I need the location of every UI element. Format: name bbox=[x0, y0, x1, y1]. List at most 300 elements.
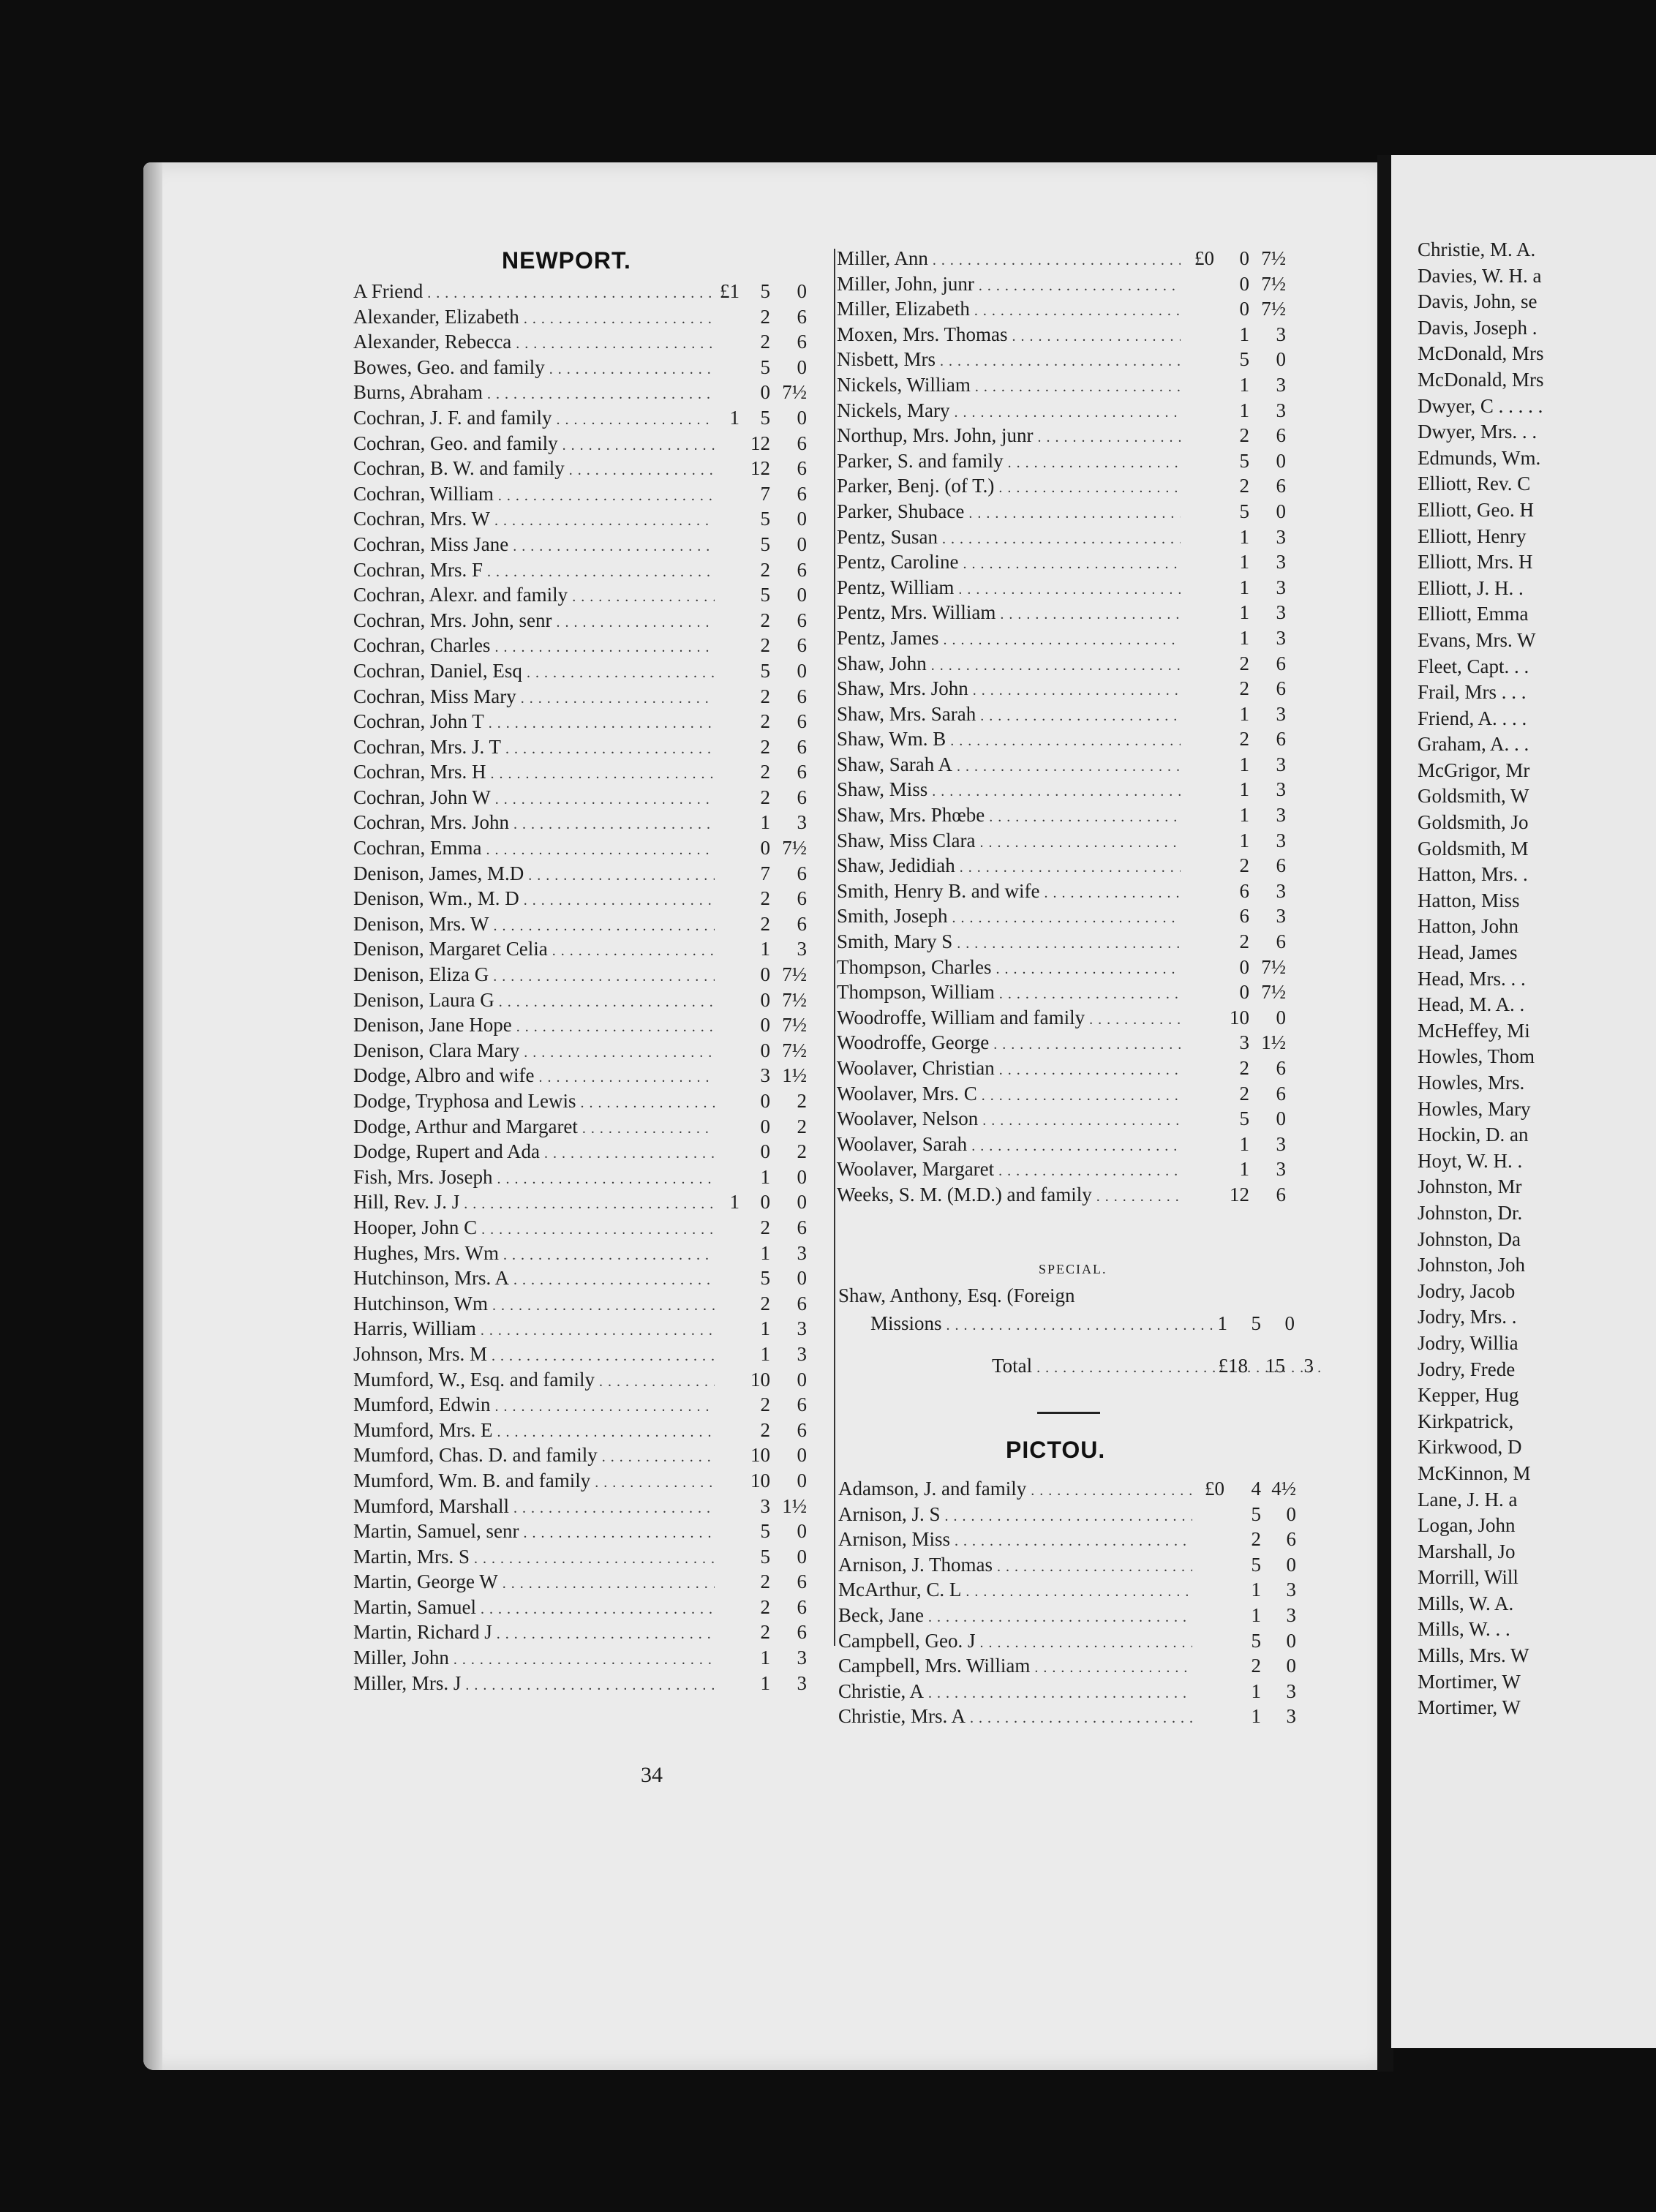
entry-pence: 6 bbox=[1276, 1057, 1286, 1079]
entry-pence: 6 bbox=[797, 912, 807, 935]
entry-shillings: 2 bbox=[760, 710, 770, 733]
entry-name: Shaw, Jedidiah . . . bbox=[829, 853, 1181, 881]
entry-name: Denison, Clara Mary . . . bbox=[353, 1038, 715, 1066]
entry-pence: 6 bbox=[797, 685, 807, 707]
entry-shillings: 2 bbox=[1239, 652, 1249, 674]
list-item: Elliott, Geo. H bbox=[1418, 498, 1534, 521]
list-item: Frail, Mrs . . . bbox=[1418, 681, 1527, 704]
entry-name: Shaw, John . . . bbox=[829, 651, 1181, 679]
entry-name: Shaw, Miss . . . bbox=[829, 777, 1181, 805]
entry-name: Miller, John . . . bbox=[353, 1645, 715, 1673]
entry-name: Woodroffe, George . . . bbox=[829, 1030, 1181, 1058]
list-item: Elliott, Henry bbox=[1418, 524, 1527, 547]
entry-name: Arnison, J. S . . . bbox=[838, 1502, 1192, 1530]
list-item: Kirkwood, D bbox=[1418, 1436, 1522, 1459]
entry-shillings: 0 bbox=[760, 988, 770, 1011]
list-item: Davies, W. H. a bbox=[1418, 264, 1542, 287]
list-item: Graham, A. . . bbox=[1418, 733, 1529, 756]
entry-shillings: 4 bbox=[1251, 1478, 1261, 1500]
entry-pence: 6 bbox=[1276, 475, 1286, 497]
entry-name: Cochran, Miss Jane . . . bbox=[353, 532, 715, 560]
list-item: Jodry, Jacob bbox=[1418, 1279, 1516, 1302]
entry-shillings: 1 bbox=[1251, 1679, 1261, 1702]
entry-pence: 0 bbox=[1286, 1553, 1296, 1576]
entry-pence: 6 bbox=[1276, 1183, 1286, 1205]
list-item: Elliott, J. H. . bbox=[1418, 576, 1524, 599]
entry-pence: 6 bbox=[797, 1418, 807, 1441]
entry-pence: 3 bbox=[797, 1342, 807, 1365]
entry-pence: 3 bbox=[1276, 525, 1286, 548]
entry-shillings: 2 bbox=[760, 634, 770, 657]
list-item: Davis, Joseph . bbox=[1418, 316, 1538, 339]
entry-name: Hutchinson, Mrs. A . . . bbox=[353, 1265, 715, 1293]
entry-pence: 6 bbox=[797, 634, 807, 657]
entry-pence: 3 bbox=[797, 938, 807, 960]
entry-name: Dodge, Tryphosa and Lewis . . . bbox=[353, 1088, 715, 1116]
list-item: Davis, John, se bbox=[1418, 290, 1538, 313]
entry-name: Cochran, Mrs. John . . . bbox=[353, 810, 715, 838]
entry-shillings: 5 bbox=[760, 1267, 770, 1290]
entry-shillings: 1 bbox=[1239, 1132, 1249, 1155]
right-page-list bbox=[1391, 237, 1543, 1721]
entry-shillings: 2 bbox=[760, 1216, 770, 1238]
special-heading: SPECIAL. bbox=[1039, 1262, 1107, 1276]
entry-shillings: 1 bbox=[1239, 373, 1249, 396]
entry-pence: 7½ bbox=[782, 837, 807, 859]
entry-pence: 6 bbox=[797, 558, 807, 581]
entry-name: Shaw, Mrs. Sarah . . . bbox=[829, 701, 1181, 729]
entry-shillings: 0 bbox=[1239, 981, 1249, 1004]
entry-pence: 6 bbox=[797, 1570, 807, 1593]
entry-pence: 1½ bbox=[1261, 1031, 1286, 1054]
entry-pence: 6 bbox=[797, 1216, 807, 1238]
entry-name: Pentz, William . . . bbox=[829, 575, 1181, 603]
entry-pence: 3 bbox=[1286, 1705, 1296, 1728]
list-item: Kirkpatrick, bbox=[1418, 1410, 1514, 1432]
entry-name: Christie, Mrs. A . . . bbox=[838, 1704, 1192, 1731]
entry-shillings: 1 bbox=[760, 1647, 770, 1669]
entry-name: Cochran, Mrs. John, senr . . . bbox=[353, 608, 715, 636]
entry-shillings: 3 bbox=[760, 1494, 770, 1517]
entry-pence: 4½ bbox=[1271, 1478, 1296, 1500]
entry-pence: 6 bbox=[797, 1292, 807, 1314]
list-item: Marshall, Jo bbox=[1418, 1540, 1516, 1562]
entry-shillings: 2 bbox=[760, 761, 770, 783]
entry-shillings: 5 bbox=[1239, 449, 1249, 472]
entry-name: Parker, Benj. (of T.) . . . bbox=[829, 473, 1181, 501]
entry-pence: 6 bbox=[797, 887, 807, 910]
entry-name: Shaw, Mrs. Phœbe . . . bbox=[829, 802, 1181, 830]
entry-name: Smith, Henry B. and wife . . . bbox=[829, 879, 1181, 906]
entry-shillings: 2 bbox=[760, 1418, 770, 1441]
entry-name: Dodge, Arthur and Margaret . . . bbox=[353, 1114, 715, 1142]
list-item: Hockin, D. an bbox=[1418, 1124, 1529, 1146]
entry-shillings: 0 bbox=[760, 381, 770, 404]
entry-pence: 0 bbox=[1276, 500, 1286, 522]
entry-name: Shaw, Wm. B . . . bbox=[829, 726, 1181, 754]
entry-name: Martin, Samuel . . . bbox=[353, 1595, 715, 1622]
entry-pence: 3 bbox=[1276, 1158, 1286, 1181]
entry-shillings: 1 bbox=[1239, 829, 1249, 851]
entry-pence: 7½ bbox=[782, 1014, 807, 1037]
entry-name: Smith, Mary S . . . bbox=[829, 929, 1181, 957]
entry-pence: 7½ bbox=[1261, 272, 1286, 295]
list-item: Elliott, Emma bbox=[1418, 603, 1529, 625]
entry-name: Campbell, Mrs. William . . . bbox=[838, 1653, 1192, 1681]
entry-name: Cochran, John T . . . bbox=[353, 709, 715, 737]
entry-name: Martin, Richard J . . . bbox=[353, 1620, 715, 1647]
entry-name: Adamson, J. and family . . . bbox=[838, 1476, 1192, 1504]
entry-name: Cochran, B. W. and family . . . bbox=[353, 456, 715, 484]
list-item: Dwyer, Mrs. . . bbox=[1418, 421, 1538, 443]
entry-name: Pentz, Mrs. William . . . bbox=[829, 600, 1181, 628]
entry-shillings: 0 bbox=[760, 963, 770, 986]
entry-shillings: 3 bbox=[1239, 1031, 1249, 1054]
entry-shillings: 1 bbox=[760, 811, 770, 834]
total-shillings: 15 bbox=[1265, 1355, 1285, 1377]
entry-pence: 6 bbox=[797, 735, 807, 758]
entry-name: Hooper, John C . . . bbox=[353, 1215, 715, 1243]
entry-name: Thompson, William . . . bbox=[829, 979, 1181, 1007]
entry-name: Hutchinson, Wm . . . bbox=[353, 1291, 715, 1319]
entry-shillings: 2 bbox=[760, 786, 770, 808]
entry-name: Thompson, Charles . . . bbox=[829, 955, 1181, 982]
entry-name: Miller, Elizabeth . . . bbox=[829, 296, 1181, 324]
entry-shillings: 10 bbox=[750, 1444, 770, 1467]
entry-name: Miller, Mrs. J . . . bbox=[353, 1671, 715, 1698]
entry-pence: 0 bbox=[1276, 1006, 1286, 1028]
entry-shillings: 3 bbox=[760, 1064, 770, 1087]
entry-pence: 3 bbox=[1286, 1679, 1296, 1702]
entry-name: Cochran, Mrs. F . . . bbox=[353, 557, 715, 585]
entry-shillings: 0 bbox=[760, 837, 770, 859]
entry-name: A Friend . . . bbox=[353, 279, 715, 306]
entry-pence: 6 bbox=[797, 1621, 807, 1644]
total-pence: 3 bbox=[1303, 1355, 1314, 1377]
entry-pence: 6 bbox=[797, 609, 807, 631]
right-page bbox=[1391, 155, 1656, 2048]
entry-pence: 6 bbox=[1276, 677, 1286, 700]
entry-pence: 3 bbox=[797, 1317, 807, 1340]
entry-name: Woolaver, Margaret . . . bbox=[829, 1156, 1181, 1184]
list-item: Jodry, Willia bbox=[1418, 1331, 1518, 1354]
entry-pence: 3 bbox=[1276, 399, 1286, 421]
entry-shillings: 2 bbox=[1239, 1057, 1249, 1079]
entry-pounds: £0 bbox=[1205, 1478, 1224, 1500]
entry-name: Mumford, Chas. D. and family . . . bbox=[353, 1442, 715, 1470]
total-pounds: £18 bbox=[1218, 1355, 1248, 1377]
entry-name: Martin, Samuel, senr . . . bbox=[353, 1519, 715, 1546]
entry-name: Pentz, Caroline . . . bbox=[829, 549, 1181, 577]
entry-shillings: 2 bbox=[760, 735, 770, 758]
entry-pence: 6 bbox=[797, 331, 807, 353]
entry-shillings: 1 bbox=[1239, 525, 1249, 548]
entry-shillings: 2 bbox=[760, 887, 770, 910]
entry-shillings: 5 bbox=[1239, 500, 1249, 522]
entry-shillings: 0 bbox=[760, 1115, 770, 1137]
entry-pence: 7½ bbox=[1261, 955, 1286, 978]
entry-shillings: 2 bbox=[760, 685, 770, 707]
entry-shillings: 1 bbox=[1239, 626, 1249, 649]
special-entry-name: Missions . . . bbox=[838, 1311, 1217, 1339]
entry-shillings: 2 bbox=[1239, 930, 1249, 953]
entry-shillings: 2 bbox=[760, 1393, 770, 1416]
entry-shillings: 0 bbox=[760, 1090, 770, 1112]
entry-name: Weeks, S. M. (M.D.) and family . . . bbox=[829, 1182, 1181, 1210]
entry-pence: 6 bbox=[797, 305, 807, 328]
entry-shillings: 2 bbox=[760, 1292, 770, 1314]
entry-shillings: 5 bbox=[760, 533, 770, 555]
entry-pence: 0 bbox=[797, 1520, 807, 1543]
entry-pence: 1½ bbox=[782, 1064, 807, 1087]
entry-shillings: 0 bbox=[760, 1191, 770, 1214]
entry-pence: 7½ bbox=[782, 381, 807, 404]
entry-name: Dodge, Rupert and Ada . . . bbox=[353, 1139, 715, 1167]
entry-name: Miller, John, junr . . . bbox=[829, 271, 1181, 299]
entry-name: Denison, James, M.D . . . bbox=[353, 861, 715, 889]
entry-shillings: 12 bbox=[1230, 1183, 1249, 1205]
entry-shillings: 0 bbox=[1239, 955, 1249, 978]
entry-name: Denison, Eliza G . . . bbox=[353, 962, 715, 990]
entry-name: Nisbett, Mrs . . . bbox=[829, 347, 1181, 375]
entry-shillings: 7 bbox=[760, 862, 770, 884]
entry-pence: 6 bbox=[1276, 652, 1286, 674]
entry-pence: 0 bbox=[1286, 1502, 1296, 1525]
newport-heading: NEWPORT. bbox=[502, 247, 631, 274]
section-rule bbox=[1037, 1412, 1100, 1414]
entry-name: Hughes, Mrs. Wm . . . bbox=[353, 1241, 715, 1268]
entry-shillings: 1 bbox=[1239, 576, 1249, 598]
entry-pounds: 1 bbox=[729, 406, 739, 429]
entry-name: Denison, Laura G . . . bbox=[353, 988, 715, 1015]
special-entry-line1: Shaw, Anthony, Esq. (Foreign bbox=[838, 1284, 1075, 1306]
entry-shillings: 5 bbox=[760, 508, 770, 530]
entry-pence: 0 bbox=[797, 508, 807, 530]
entry-shillings: 0 bbox=[760, 1039, 770, 1061]
entry-pence: 3 bbox=[797, 811, 807, 834]
list-item: Morrill, Will bbox=[1418, 1566, 1518, 1589]
list-item: Mortimer, W bbox=[1418, 1670, 1521, 1693]
entry-name: Denison, Mrs. W . . . bbox=[353, 911, 715, 939]
entry-shillings: 2 bbox=[760, 331, 770, 353]
entry-name: Martin, George W . . . bbox=[353, 1569, 715, 1597]
entry-pence: 6 bbox=[797, 710, 807, 733]
entry-pence: 6 bbox=[797, 862, 807, 884]
entry-shillings: 1 bbox=[1251, 1579, 1261, 1601]
entry-shillings: 12 bbox=[750, 432, 770, 454]
entry-pence: 0 bbox=[797, 356, 807, 378]
entry-name: Pentz, James . . . bbox=[829, 625, 1181, 653]
list-item: Mortimer, W bbox=[1418, 1696, 1521, 1719]
list-item: Evans, Mrs. W bbox=[1418, 628, 1536, 651]
list-item: Johnston, Da bbox=[1418, 1227, 1521, 1250]
entry-name: Bowes, Geo. and family . . . bbox=[353, 355, 715, 383]
list-item: McDonald, Mrs bbox=[1418, 368, 1544, 391]
list-item: Goldsmith, W bbox=[1418, 785, 1529, 808]
list-item: Hatton, Miss bbox=[1418, 889, 1520, 911]
list-item: Howles, Mrs. bbox=[1418, 1072, 1525, 1094]
entry-name: Woolaver, Mrs. C . . . bbox=[829, 1081, 1181, 1109]
list-item: McKinnon, M bbox=[1418, 1462, 1531, 1484]
entry-name: Mumford, Mrs. E . . . bbox=[353, 1418, 715, 1445]
entry-shillings: 1 bbox=[1239, 601, 1249, 624]
list-item: Kepper, Hug bbox=[1418, 1384, 1519, 1407]
entry-pence: 3 bbox=[1276, 626, 1286, 649]
entry-name: Woolaver, Sarah . . . bbox=[829, 1132, 1181, 1159]
list-item: Hatton, John bbox=[1418, 915, 1518, 938]
list-item: Elliott, Mrs. H bbox=[1418, 551, 1533, 573]
entry-pence: 0 bbox=[1276, 1107, 1286, 1130]
entry-shillings: 2 bbox=[1239, 1082, 1249, 1105]
list-item: McDonald, Mrs bbox=[1418, 342, 1544, 365]
list-item: McHeffey, Mi bbox=[1418, 1019, 1530, 1042]
entry-pence: 3 bbox=[797, 1241, 807, 1264]
entry-pence: 0 bbox=[1276, 449, 1286, 472]
entry-pence: 3 bbox=[797, 1671, 807, 1694]
pictou-heading: PICTOU. bbox=[1006, 1437, 1106, 1463]
entry-pence: 6 bbox=[1276, 424, 1286, 447]
entry-shillings: 1 bbox=[1239, 399, 1249, 421]
entry-name: Denison, Jane Hope . . . bbox=[353, 1012, 715, 1040]
entry-shillings: 2 bbox=[1239, 475, 1249, 497]
entry-pence: 6 bbox=[797, 482, 807, 505]
entry-name: Hill, Rev. J. J . . . bbox=[353, 1189, 715, 1217]
list-item: Howles, Thom bbox=[1418, 1045, 1535, 1068]
entry-shillings: 5 bbox=[1239, 348, 1249, 371]
entry-shillings: 5 bbox=[760, 280, 770, 302]
entry-pounds: £0 bbox=[1194, 247, 1214, 269]
entry-pence: 3 bbox=[1286, 1579, 1296, 1601]
entry-pence: 7½ bbox=[782, 1039, 807, 1061]
entry-name: Cochran, Mrs. H . . . bbox=[353, 759, 715, 787]
entry-shillings: 10 bbox=[750, 1469, 770, 1491]
entry-shillings: 2 bbox=[760, 1621, 770, 1644]
list-item: Johnston, Joh bbox=[1418, 1254, 1526, 1276]
entry-shillings: 2 bbox=[1239, 424, 1249, 447]
entry-shillings: 5 bbox=[1251, 1553, 1261, 1576]
entry-name: Dodge, Albro and wife . . . bbox=[353, 1063, 715, 1091]
entry-pence: 7½ bbox=[1261, 247, 1286, 269]
entry-name: Cochran, Geo. and family . . . bbox=[353, 431, 715, 459]
entry-shillings: 1 bbox=[760, 1671, 770, 1694]
entry-pence: 3 bbox=[1276, 804, 1286, 827]
entry-pounds: 1 bbox=[729, 1191, 739, 1214]
list-item: Fleet, Capt. . . bbox=[1418, 655, 1529, 677]
list-item: Johnston, Mr bbox=[1418, 1175, 1522, 1198]
entry-pence: 3 bbox=[1276, 601, 1286, 624]
entry-pence: 0 bbox=[797, 659, 807, 682]
entry-shillings: 2 bbox=[760, 305, 770, 328]
entry-name: Alexander, Rebecca . . . bbox=[353, 329, 715, 357]
list-item: Friend, A. . . . bbox=[1418, 707, 1527, 729]
entry-shillings: 0 bbox=[1239, 272, 1249, 295]
entry-pence: 3 bbox=[1276, 905, 1286, 928]
entry-name: Pentz, Susan . . . bbox=[829, 524, 1181, 552]
entry-pence: 3 bbox=[1276, 551, 1286, 573]
list-item: Dwyer, C . . . . . bbox=[1418, 394, 1543, 417]
entry-pence: 0 bbox=[797, 1191, 807, 1214]
entry-name: Moxen, Mrs. Thomas . . . bbox=[829, 322, 1181, 350]
list-item: Howles, Mary bbox=[1418, 1097, 1531, 1120]
entry-pence: 6 bbox=[797, 457, 807, 480]
list-item: Logan, John bbox=[1418, 1514, 1516, 1537]
entry-pence: 0 bbox=[1286, 1655, 1296, 1677]
entry-pence: 3 bbox=[1276, 323, 1286, 345]
list-item: Jodry, Mrs. . bbox=[1418, 1306, 1517, 1328]
entry-name: Denison, Wm., M. D . . . bbox=[353, 886, 715, 914]
entry-name: Arnison, Miss . . . bbox=[838, 1527, 1192, 1554]
entry-shillings: 5 bbox=[760, 584, 770, 606]
entry-pence: 2 bbox=[797, 1140, 807, 1163]
entry-name: Woodroffe, William and family . . . bbox=[829, 1005, 1181, 1033]
entry-shillings: 1 bbox=[760, 938, 770, 960]
entry-pence: 0 bbox=[797, 1267, 807, 1290]
entry-shillings: 10 bbox=[1230, 1006, 1249, 1028]
entry-name: Mumford, Wm. B. and family . . . bbox=[353, 1468, 715, 1496]
entry-shillings: 0 bbox=[1239, 247, 1249, 269]
entry-pence: 7½ bbox=[782, 963, 807, 986]
entry-name: Cochran, Alexr. and family . . . bbox=[353, 582, 715, 610]
entry-pence: 6 bbox=[1276, 1082, 1286, 1105]
entry-name: Cochran, Miss Mary . . . bbox=[353, 684, 715, 712]
entry-shillings: 2 bbox=[760, 912, 770, 935]
list-item: Head, Mrs. . . bbox=[1418, 967, 1526, 990]
special-shillings: 5 bbox=[1251, 1312, 1261, 1334]
entry-pence: 3 bbox=[1276, 1132, 1286, 1155]
entry-shillings: 1 bbox=[1251, 1705, 1261, 1728]
entry-name: Smith, Joseph . . . bbox=[829, 903, 1181, 931]
entry-shillings: 5 bbox=[1251, 1629, 1261, 1652]
total-label: Total . . . bbox=[838, 1353, 1324, 1381]
entry-shillings: 2 bbox=[1251, 1528, 1261, 1551]
entry-pence: 0 bbox=[797, 406, 807, 429]
entry-shillings: 0 bbox=[1239, 298, 1249, 320]
entry-name: Harris, William . . . bbox=[353, 1316, 715, 1344]
entry-name: Parker, S. and family . . . bbox=[829, 448, 1181, 476]
entry-pence: 3 bbox=[1276, 879, 1286, 902]
entry-pounds: £1 bbox=[720, 280, 739, 302]
list-item: Edmunds, Wm. bbox=[1418, 446, 1541, 469]
special-pounds: 1 bbox=[1217, 1312, 1227, 1334]
list-item: Jodry, Frede bbox=[1418, 1358, 1516, 1380]
list-item: Elliott, Rev. C bbox=[1418, 473, 1531, 495]
entry-name: Mumford, Edwin . . . bbox=[353, 1392, 715, 1420]
entry-pence: 0 bbox=[1286, 1629, 1296, 1652]
special-pence: 0 bbox=[1284, 1312, 1295, 1334]
entry-name: Mumford, Marshall . . . bbox=[353, 1494, 715, 1521]
list-item: Christie, M. A. bbox=[1418, 238, 1536, 260]
list-item: Hatton, Mrs. . bbox=[1418, 863, 1528, 886]
entry-shillings: 5 bbox=[1251, 1502, 1261, 1525]
entry-pence: 0 bbox=[797, 280, 807, 302]
entry-pence: 0 bbox=[797, 533, 807, 555]
entry-name: Beck, Jane . . . bbox=[838, 1603, 1192, 1630]
entry-name: Johnson, Mrs. M . . . bbox=[353, 1342, 715, 1369]
entry-pence: 0 bbox=[797, 1545, 807, 1568]
entry-name: Alexander, Elizabeth . . . bbox=[353, 304, 715, 332]
entry-shillings: 7 bbox=[760, 482, 770, 505]
entry-pence: 2 bbox=[797, 1115, 807, 1137]
entry-pence: 7½ bbox=[1261, 298, 1286, 320]
entry-name: Martin, Mrs. S . . . bbox=[353, 1544, 715, 1572]
entry-name: Shaw, Sarah A . . . bbox=[829, 752, 1181, 780]
entry-pence: 6 bbox=[797, 786, 807, 808]
entry-name: Burns, Abraham . . . bbox=[353, 380, 715, 407]
entry-name: Nickels, Mary . . . bbox=[829, 398, 1181, 426]
entry-name: Woolaver, Christian . . . bbox=[829, 1056, 1181, 1083]
entry-shillings: 10 bbox=[750, 1368, 770, 1391]
entry-shillings: 2 bbox=[1239, 728, 1249, 750]
